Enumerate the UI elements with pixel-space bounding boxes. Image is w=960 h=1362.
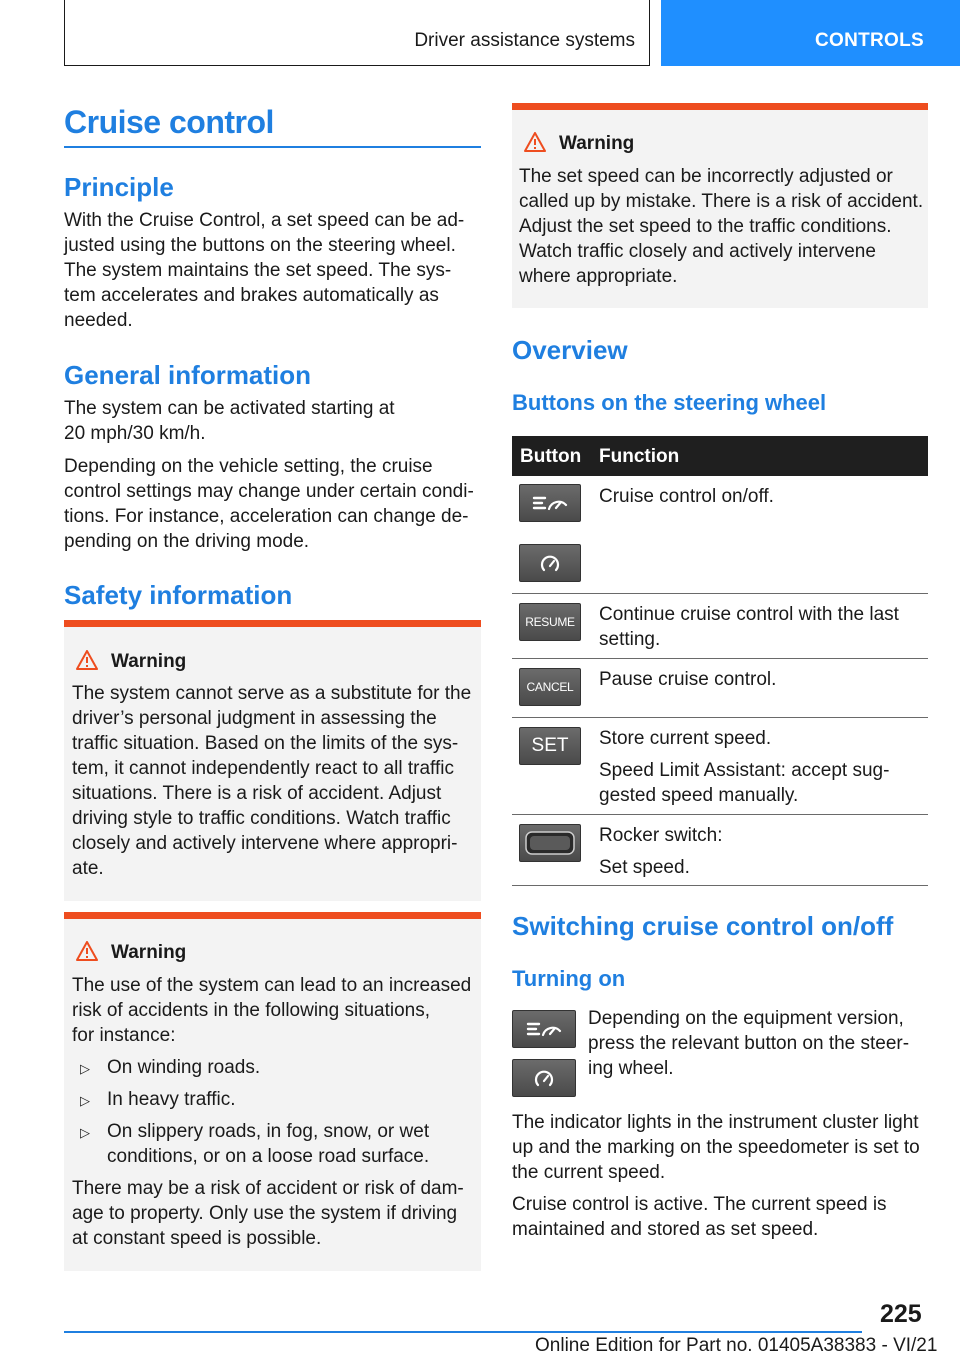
footer-rule: [64, 1331, 862, 1333]
cruise-on-off-alt-icon: [519, 544, 581, 582]
text-line: pending on the driving mode.: [64, 531, 310, 552]
cruise-on-off-icon: [519, 484, 581, 522]
text-line: called up by mistake. There is a risk of accident.: [519, 191, 924, 212]
warning-box: [64, 912, 481, 1271]
resume-button-icon: [519, 603, 581, 641]
bullet-item: conditions, or on a loose road surface.: [107, 1146, 430, 1167]
cruise-on-off-alt-icon: [512, 1059, 576, 1097]
warning-bar: [64, 620, 481, 627]
warning-icon: [76, 650, 98, 670]
text-line: needed.: [64, 310, 133, 331]
text-line: There may be a risk of accident or risk of dam‐: [72, 1178, 464, 1199]
switching-heading: Switching cruise control on/off: [512, 911, 894, 941]
warning-title: Warning: [559, 133, 635, 154]
text-line: Watch traffic closely and actively intervene: [519, 241, 876, 262]
cruise-on-off-icon: [512, 1010, 576, 1048]
table-row-divider: [512, 593, 928, 594]
title-rule: [64, 146, 481, 148]
text-line: Adjust the set speed to the traffic conditions.: [519, 216, 892, 237]
text-line: 20 mph/30 km/h.: [64, 423, 206, 444]
warning-icon: [524, 132, 546, 152]
overview-heading: Overview: [512, 335, 628, 365]
table-row-divider: [512, 885, 928, 886]
page-title: Cruise control: [64, 104, 274, 140]
text-line: tem, it cannot independently react to all traffic: [72, 758, 454, 779]
warning-title: Warning: [111, 651, 187, 672]
text-line: Cruise control is active. The current speed is: [512, 1194, 887, 1215]
text-line: age to property. Only use the system if driving: [72, 1203, 458, 1224]
text-line: The use of the system can lead to an increased: [72, 975, 472, 996]
text-line: The set speed can be incorrectly adjusted or: [519, 166, 893, 187]
text-line: where appropriate.: [519, 266, 678, 287]
table-header: [512, 436, 928, 476]
table-cell-function: Rocker switch:: [599, 825, 723, 846]
table-cell-function: setting.: [599, 629, 661, 650]
bullet-item: On slippery roads, in fog, snow, or wet: [107, 1121, 430, 1142]
safety-information-heading: Safety information: [64, 580, 293, 610]
warning-bar: [64, 912, 481, 919]
general-information-heading: General information: [64, 360, 312, 390]
text-line: control settings may change under certain condi‐: [64, 481, 474, 502]
text-line: The system maintains the set speed. The sys‐: [64, 260, 452, 281]
rocker-switch-icon: [519, 824, 581, 862]
text-line: ing wheel.: [588, 1058, 674, 1079]
text-line: traffic situation. Based on the limits of the sys‐: [72, 733, 459, 754]
bullet-arrow-icon: ▷: [80, 1125, 90, 1140]
set-button-icon: [519, 727, 581, 765]
table-row-divider: [512, 658, 928, 659]
table-row-divider: [512, 717, 928, 718]
column-header-function: Function: [599, 446, 680, 467]
text-line: Depending on the vehicle setting, the cruise: [64, 456, 433, 477]
table-cell-function: Set speed.: [599, 857, 690, 878]
text-line: up and the marking on the speedometer is set to: [512, 1137, 920, 1158]
text-line: driving style to traffic conditions. Watch traffic: [72, 808, 451, 829]
table-cell-function: Continue cruise control with the last: [599, 604, 899, 625]
text-line: risk of accidents in the following situations,: [72, 1000, 431, 1021]
warning-bar: [512, 103, 928, 110]
button-label: CANCEL: [526, 680, 574, 694]
text-line: situations. There is a risk of accident. Adjust: [72, 783, 442, 804]
warning-title: Warning: [111, 942, 187, 963]
table-row-divider: [512, 814, 928, 815]
warning-icon: [76, 941, 98, 961]
table-cell-function: Speed Limit Assistant: accept sug‐: [599, 760, 890, 781]
bullet-item: In heavy traffic.: [107, 1089, 236, 1110]
text-line: The system can be activated starting at: [64, 398, 395, 419]
warning-box: [512, 103, 928, 308]
text-line: The indicator lights in the instrument cluster light: [512, 1112, 919, 1133]
text-line: tions. For instance, acceleration can change de‐: [64, 506, 469, 527]
header-section-title: Driver assistance systems: [414, 30, 635, 51]
text-line: tem accelerates and brakes automatically as: [64, 285, 439, 306]
text-line: at constant speed is possible.: [72, 1228, 322, 1249]
text-line: the current speed.: [512, 1162, 666, 1183]
text-line: press the relevant button on the steer‐: [588, 1033, 910, 1054]
text-line: closely and actively intervene where appropri‐: [72, 833, 458, 854]
table-cell-function: gested speed manually.: [599, 785, 799, 806]
turning-on-heading: Turning on: [512, 966, 626, 991]
buttons-heading: Buttons on the steering wheel: [512, 390, 827, 415]
column-header-button: Button: [520, 446, 582, 467]
text-line: justed using the buttons on the steering wheel.: [64, 235, 456, 256]
button-label: RESUME: [525, 615, 575, 629]
footer-edition: Online Edition for Part no. 01405A38383 - VI/21: [535, 1335, 938, 1356]
text-line: With the Cruise Control, a set speed can be ad‐: [64, 210, 465, 231]
table-cell-function: Pause cruise control.: [599, 669, 777, 690]
table-cell-function: Store current speed.: [599, 728, 772, 749]
text-line: driver’s personal judgment in assessing the: [72, 708, 437, 729]
header-chapter-title: CONTROLS: [815, 30, 925, 51]
button-label: SET: [531, 735, 569, 756]
table-cell-function: Cruise control on/off.: [599, 486, 774, 507]
page-number: 225: [880, 1300, 922, 1328]
principle-heading: Principle: [64, 172, 174, 202]
text-line: Depending on the equipment version,: [588, 1008, 904, 1029]
text-line: The system cannot serve as a substitute for the: [72, 683, 472, 704]
text-line: ate.: [72, 858, 104, 879]
warning-box: [64, 620, 481, 901]
text-line: for instance:: [72, 1025, 176, 1046]
bullet-arrow-icon: ▷: [80, 1093, 90, 1108]
text-line: maintained and stored as set speed.: [512, 1219, 819, 1240]
bullet-arrow-icon: ▷: [80, 1061, 90, 1076]
cancel-button-icon: [519, 668, 581, 706]
bullet-item: On winding roads.: [107, 1057, 261, 1078]
